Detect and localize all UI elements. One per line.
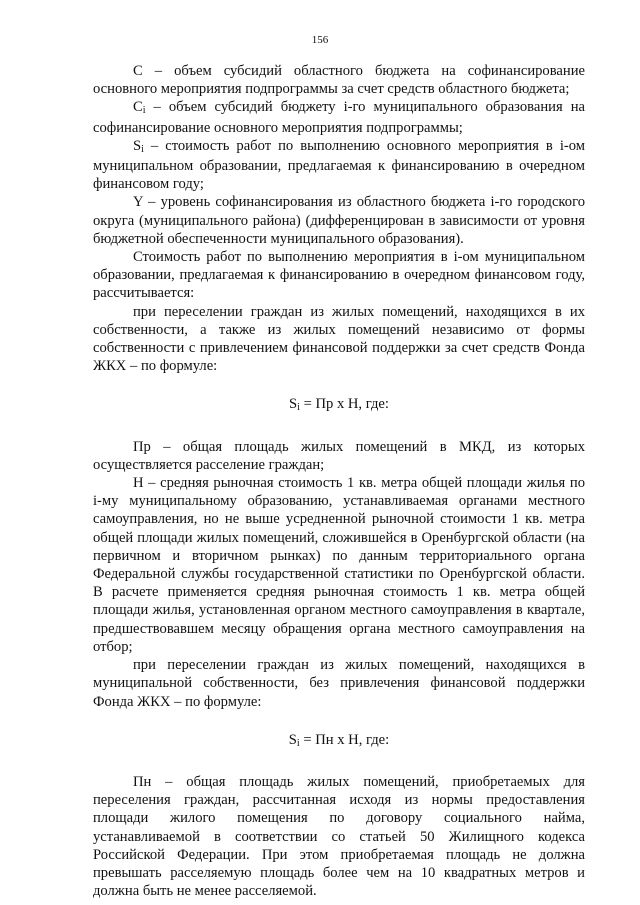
formula-1-text: = Пр х Н, где: [299,396,389,413]
paragraph-relocation-owned: при переселении граждан из жилых помещений, находящихся в их собственности, а также из жилых помещений независимо от формы собственности с привлечением финансовой поддержки за счет средств Фонда ЖКХ – по формуле: [93,303,585,375]
paragraph-pr-definition: Пр – общая площадь жилых помещений в МКД, из которых осуществляется расселение граждан; [93,438,585,473]
formula-2-subscript: i [296,737,300,749]
paragraph-y-definition: Y – уровень софинансирования из областного бюджета i-го городского округа (муниципального района) (дифференцирован в зависимости от уровня бюджетной обеспеченности муниципального образования). [93,194,585,247]
paragraph-pn-definition: Пн – общая площадь жилых помещений, приобретаемых для переселения граждан, рассчитанная исходя из нормы предоставления площади жилого помещения по договору социального найма, устанавливаемой в соответствии со статьей 50 Жилищного кодекса Российской Федерации. При этом приобретаемая площадь не должна превышать расселяемую площадь более чем на 10 квадратных метров и должна быть не менее расселяемой. [93,773,585,900]
subscript-i: i [142,105,146,117]
paragraph-cost-intro: Стоимость работ по выполнению мероприятия в i-ом муниципальном образовании, предлагаемая к финансированию в очередном финансовом году, рассчитывается: [93,249,585,302]
symbol-s: S [133,137,142,154]
paragraph-ci-definition [93,98,585,136]
paragraph-ci-text: – объем субсидий бюджету i-го муниципального образования на софинансирование основного мероприятия подпрограммы; [93,99,585,136]
formula-1 [93,395,585,415]
subscript-i: i [141,143,144,155]
paragraph-si-definition [93,137,585,194]
page-number: 156 [311,34,329,46]
paragraph-c-definition: С – объем субсидий областного бюджета на софинансирование основного мероприятия подпрограммы за счет средств областного бюджета; [93,63,585,98]
formula-1-symbol: S [289,396,298,413]
formula-2 [93,731,585,751]
symbol-c: C [133,99,143,116]
paragraph-si-text: – стоимость работ по выполнению основного мероприятия в i-ом муниципальном образовании, предлагаемая к финансированию в очередном финансовом году; [93,137,585,193]
paragraph-n-definition: Н – средняя рыночная стоимость 1 кв. метра общей площади жилья по i-му муниципальному образованию, устанавливаемая органами местного самоуправления, но не выше усредненной рыночной стоимости 1 кв. метра общей площади жилых помещений, сложившейся в Оренбургской области (на первичном и вторичном рынках) по данным территориального органа Федеральной службы государственной статистики по Оренбургской области. В расчете применяется средняя рыночная стоимость 1 кв. метра общей площади жилья, установленная органом местного самоуправления в квартале, предшествовавшем месяцу обращения органа местного самоуправления на отбор; [93,475,585,655]
paragraph-relocation-municipal: при переселении граждан из жилых помещений, находящихся в муниципальной собственности, без привлечения финансовой поддержки Фонда ЖКХ – по формуле: [93,657,585,710]
formula-1-subscript: i [297,402,300,414]
document-body [93,62,585,900]
formula-2-symbol: S [288,731,297,748]
formula-2-text: = Пн х Н, где: [299,731,390,748]
